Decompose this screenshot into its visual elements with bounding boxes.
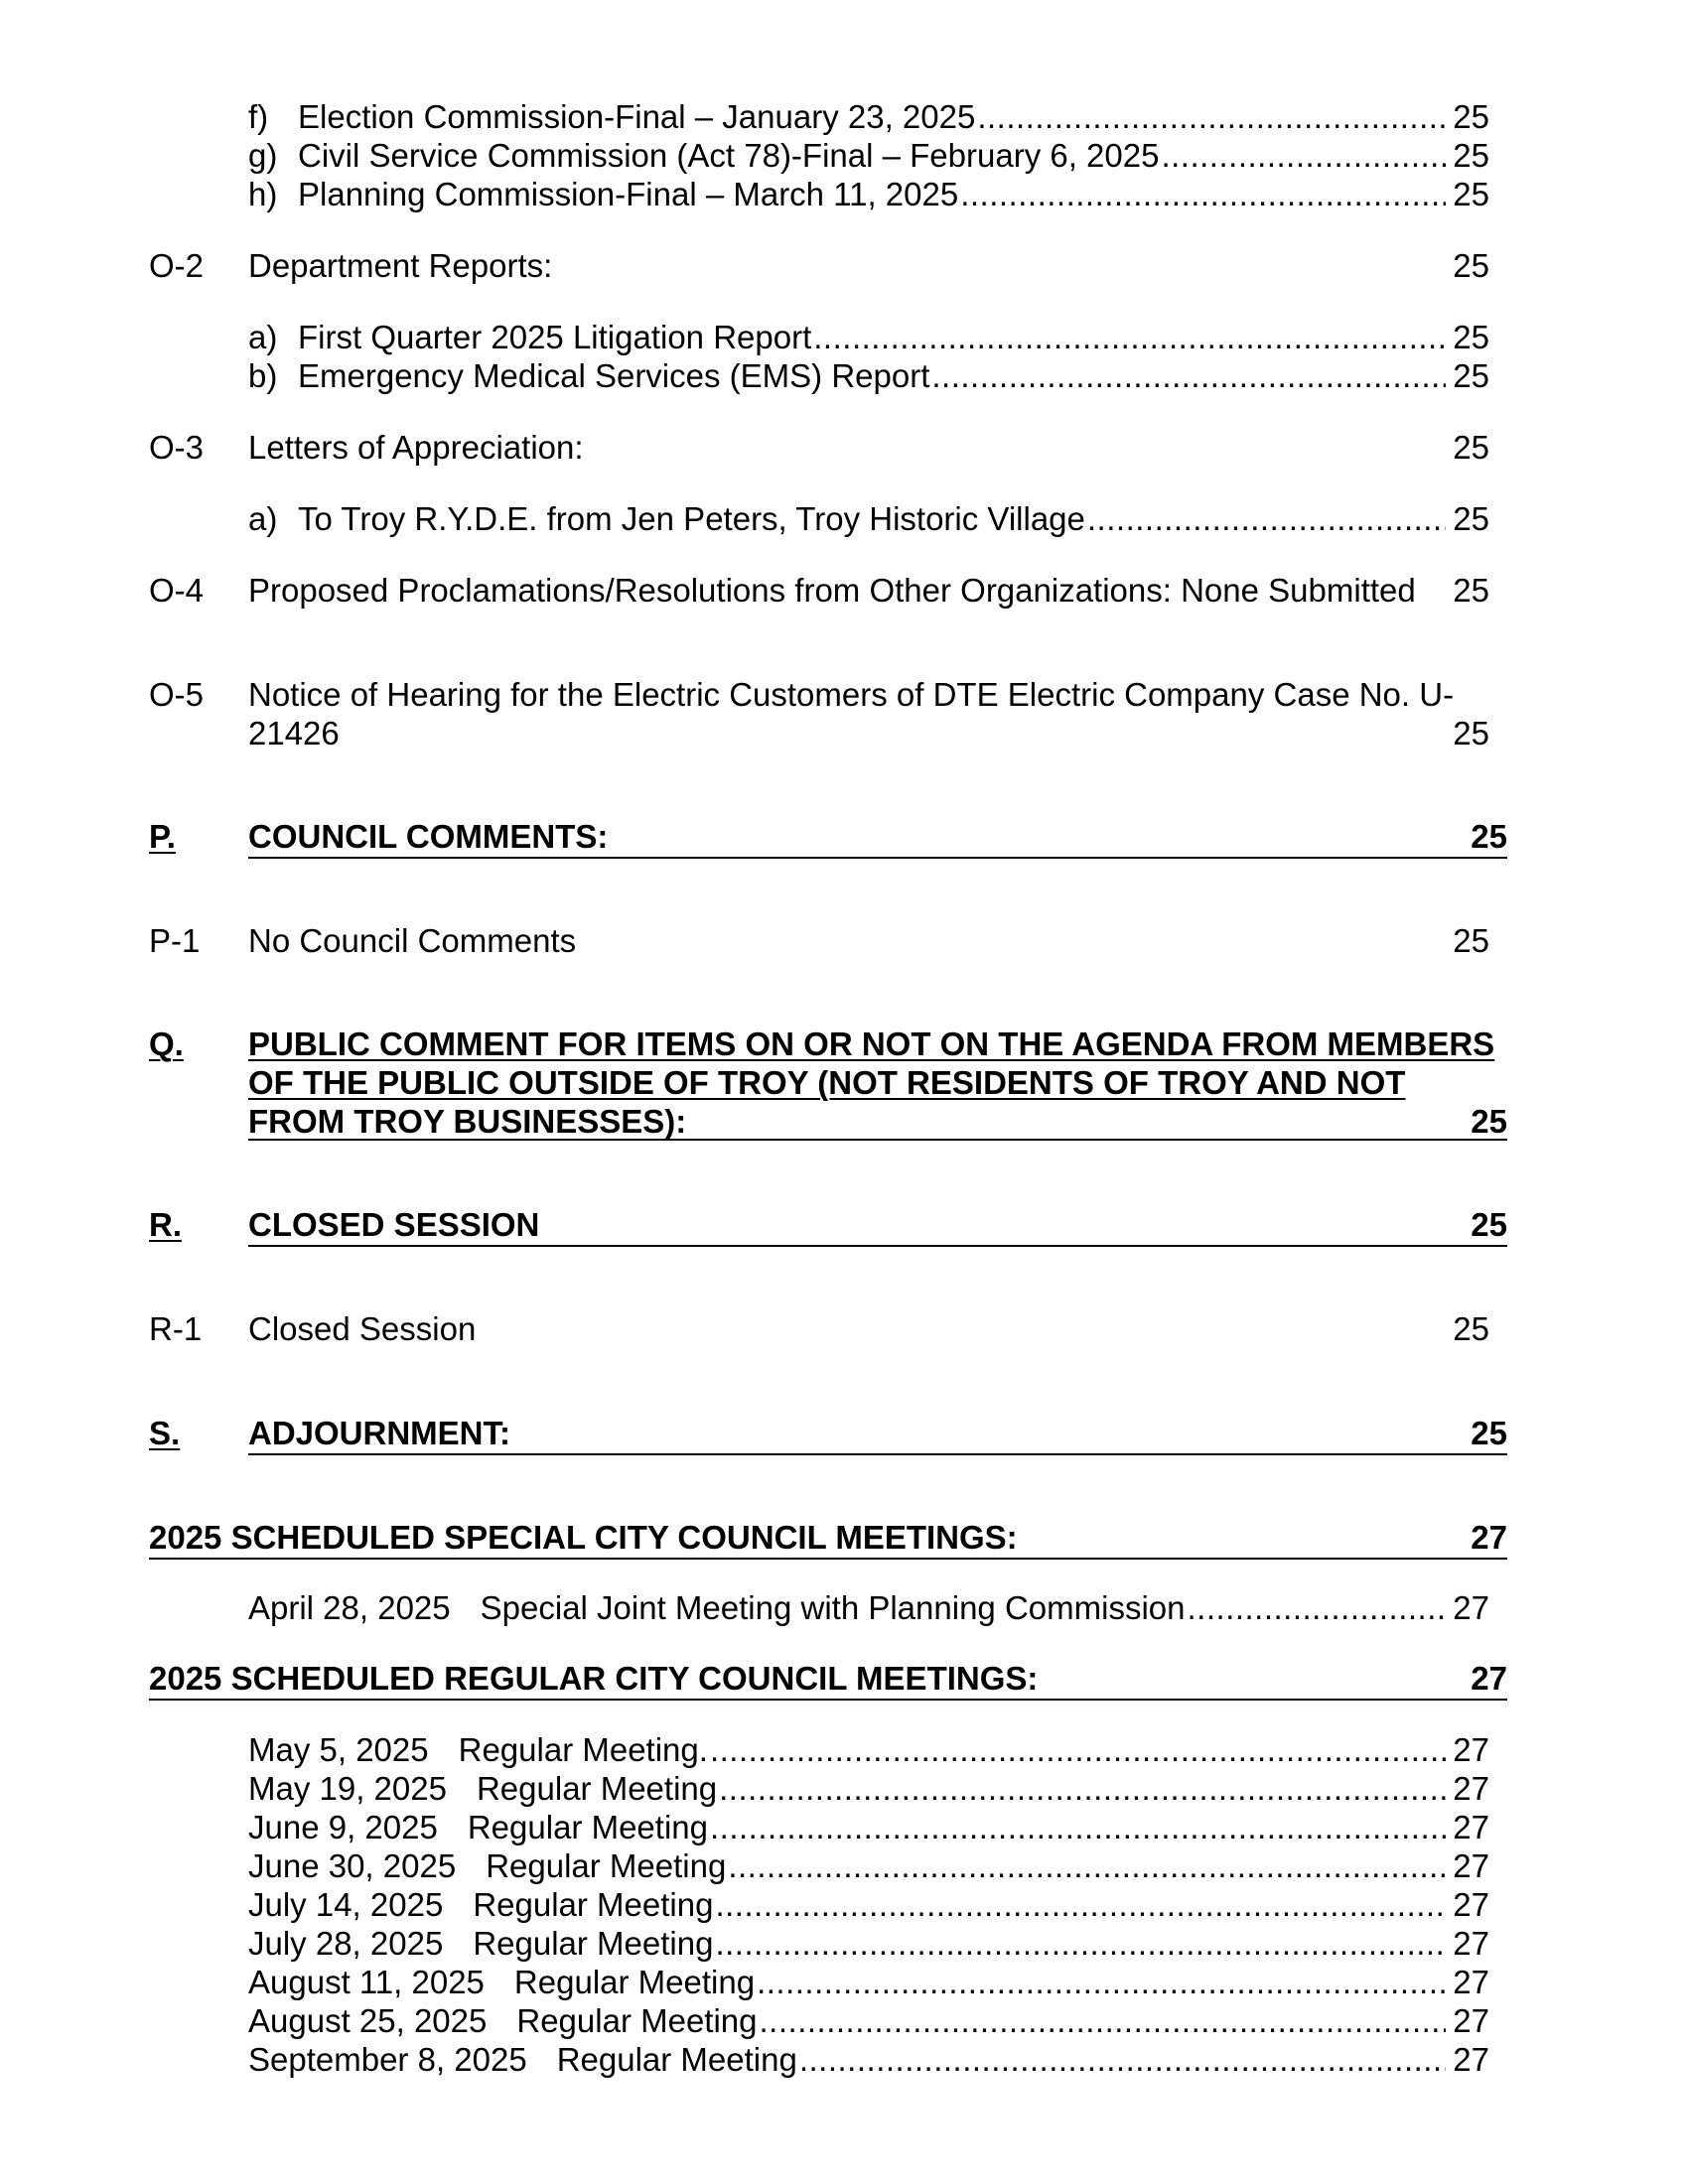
meeting-text: Regular Meeting xyxy=(476,1770,718,1807)
section-letter-r: R. xyxy=(149,1206,182,1243)
toc-text: Civil Service Commission (Act 78)-Final – February 6, 2025 xyxy=(298,137,1160,174)
regular-meetings-heading[interactable] xyxy=(149,1659,1507,1701)
dot-leader xyxy=(710,1730,1446,1770)
item-title-o5-line2[interactable]: 21426 xyxy=(248,715,340,751)
toc-entry-o1-f[interactable] xyxy=(248,97,1489,137)
item-page-p1: 25 xyxy=(1453,922,1489,959)
toc-page: 27 xyxy=(1453,2041,1489,2078)
item-page-o5: 25 xyxy=(1453,715,1489,751)
section-title: CLOSED SESSION xyxy=(248,1206,540,1243)
toc-page: 25 xyxy=(1453,137,1489,174)
toc-page: 27 xyxy=(1453,1964,1489,2000)
toc-page: 27 xyxy=(1453,1589,1489,1626)
item-page-r1: 25 xyxy=(1453,1310,1489,1347)
section-letter-p: P. xyxy=(149,818,176,855)
dot-leader xyxy=(757,1963,1446,2002)
dot-leader xyxy=(977,97,1446,137)
toc-text: Election Commission-Final – January 23, 2025 xyxy=(298,98,976,135)
item-number-r1: R-1 xyxy=(149,1310,203,1347)
meeting-text: Regular Meeting xyxy=(486,1847,727,1884)
dot-leader xyxy=(813,318,1446,357)
toc-entry-o3-a[interactable] xyxy=(248,499,1489,539)
item-number-p1: P-1 xyxy=(149,922,201,959)
section-letter-s: S. xyxy=(149,1415,181,1451)
item-page-o2: 25 xyxy=(1453,247,1489,284)
meeting-text: Regular Meeting xyxy=(513,1964,756,2000)
section-page: 25 xyxy=(1471,818,1507,855)
toc-letter: h) xyxy=(248,176,278,212)
toc-entry-o1-g[interactable] xyxy=(248,136,1489,176)
dot-leader xyxy=(760,2001,1446,2041)
toc-entry-regular-meeting[interactable] xyxy=(248,2040,1489,2080)
toc-page: 25 xyxy=(1453,98,1489,135)
toc-letter: b) xyxy=(248,357,278,394)
toc-letter: f) xyxy=(248,98,269,135)
toc-entry-regular-meeting[interactable] xyxy=(248,1924,1489,1964)
regular-meetings-title: 2025 SCHEDULED REGULAR CITY COUNCIL MEETINGS: xyxy=(149,1660,1039,1697)
dot-leader xyxy=(1161,136,1446,176)
toc-letter: a) xyxy=(248,500,278,537)
section-page: 25 xyxy=(1471,1103,1507,1140)
dot-leader xyxy=(715,1924,1446,1964)
toc-page: 27 xyxy=(1453,1847,1489,1884)
toc-entry-special-meeting[interactable] xyxy=(248,1588,1489,1628)
meeting-text: Special Joint Meeting with Planning Commission xyxy=(480,1589,1186,1626)
meeting-date: July 14, 2025 xyxy=(248,1886,444,1923)
special-meetings-heading[interactable] xyxy=(149,1518,1507,1560)
meeting-text: Regular Meeting xyxy=(473,1886,714,1923)
toc-entry-o2-b[interactable] xyxy=(248,356,1489,396)
toc-entry-regular-meeting[interactable] xyxy=(248,1769,1489,1809)
meeting-date: August 25, 2025 xyxy=(248,2002,488,2039)
meeting-date: September 8, 2025 xyxy=(248,2041,527,2078)
special-meetings-title: 2025 SCHEDULED SPECIAL CITY COUNCIL MEETINGS: xyxy=(149,1519,1018,1556)
meeting-date: May 5, 2025 xyxy=(248,1731,429,1768)
item-number-o3: O-3 xyxy=(149,429,205,466)
section-title: ADJOURNMENT: xyxy=(248,1415,510,1451)
toc-entry-regular-meeting[interactable] xyxy=(248,2001,1489,2041)
toc-page: 25 xyxy=(1453,176,1489,212)
toc-text: First Quarter 2025 Litigation Report xyxy=(298,319,812,355)
item-title-r1[interactable]: Closed Session xyxy=(248,1310,477,1347)
meeting-date: May 19, 2025 xyxy=(248,1770,447,1807)
item-title-o4[interactable]: Proposed Proclamations/Resolutions from Other Organizations: None Submitted xyxy=(248,572,1416,609)
toc-page: 25 xyxy=(1453,500,1489,537)
section-title-line3: FROM TROY BUSINESSES): xyxy=(248,1103,687,1140)
special-meetings-page: 27 xyxy=(1471,1519,1507,1556)
item-number-o4: O-4 xyxy=(149,572,205,609)
toc-entry-regular-meeting[interactable] xyxy=(248,1730,1489,1770)
meeting-text: Regular Meeting xyxy=(473,1925,714,1962)
toc-text: Planning Commission-Final – March 11, 2025 xyxy=(298,176,959,212)
meeting-text: Regular Meeting. xyxy=(458,1731,708,1768)
toc-page: 27 xyxy=(1453,1925,1489,1962)
toc-entry-regular-meeting[interactable] xyxy=(248,1846,1489,1886)
toc-page: 27 xyxy=(1453,2002,1489,2039)
toc-page: 25 xyxy=(1453,319,1489,355)
section-page: 25 xyxy=(1471,1415,1507,1451)
section-heading-s[interactable] xyxy=(248,1414,1507,1455)
meeting-date: April 28, 2025 xyxy=(248,1589,451,1626)
meeting-text: Regular Meeting xyxy=(516,2002,758,2039)
section-heading-r[interactable] xyxy=(248,1205,1507,1247)
item-number-o5: O-5 xyxy=(149,676,205,713)
section-title-line2: OF THE PUBLIC OUTSIDE OF TROY (NOT RESIDENTS OF TROY AND NOT xyxy=(248,1064,1406,1101)
section-title: COUNCIL COMMENTS: xyxy=(248,818,609,855)
item-title-p1[interactable]: No Council Comments xyxy=(248,922,577,959)
dot-leader xyxy=(715,1885,1446,1925)
toc-entry-regular-meeting[interactable] xyxy=(248,1885,1489,1925)
meeting-date: June 9, 2025 xyxy=(248,1809,438,1845)
toc-text: Emergency Medical Services (EMS) Report xyxy=(298,357,930,394)
meeting-date: July 28, 2025 xyxy=(248,1925,444,1962)
toc-page: 27 xyxy=(1453,1770,1489,1807)
meeting-text: Regular Meeting xyxy=(556,2041,797,2078)
toc-entry-regular-meeting[interactable] xyxy=(248,1808,1489,1847)
toc-page: 27 xyxy=(1453,1731,1489,1768)
section-page: 25 xyxy=(1471,1206,1507,1243)
item-number-o2: O-2 xyxy=(149,247,205,284)
section-heading-p[interactable] xyxy=(248,817,1507,859)
meeting-date: June 30, 2025 xyxy=(248,1847,457,1884)
section-letter-q: Q. xyxy=(149,1025,184,1062)
toc-page: 27 xyxy=(1453,1886,1489,1923)
toc-page: 25 xyxy=(1453,357,1489,394)
toc-entry-o1-h[interactable] xyxy=(248,175,1489,214)
toc-page: 27 xyxy=(1453,1809,1489,1845)
dot-leader xyxy=(1187,1588,1446,1628)
dot-leader xyxy=(710,1808,1446,1847)
dot-leader xyxy=(719,1769,1446,1809)
item-title-o5-line1[interactable]: Notice of Hearing for the Electric Customers of DTE Electric Company Case No. U- xyxy=(248,676,1455,713)
section-title-line1: PUBLIC COMMENT FOR ITEMS ON OR NOT ON THE AGENDA FROM MEMBERS xyxy=(248,1025,1495,1062)
toc-entry-o2-a[interactable] xyxy=(248,318,1489,357)
item-page-o4: 25 xyxy=(1453,572,1489,609)
toc-text: To Troy R.Y.D.E. from Jen Peters, Troy Historic Village xyxy=(298,500,1085,537)
dot-leader xyxy=(728,1846,1446,1886)
item-title-o2[interactable]: Department Reports: xyxy=(248,247,553,284)
toc-letter: a) xyxy=(248,319,278,355)
toc-entry-regular-meeting[interactable] xyxy=(248,1963,1489,2002)
dot-leader xyxy=(931,356,1446,396)
dot-leader xyxy=(1087,499,1446,539)
regular-meetings-page: 27 xyxy=(1471,1660,1507,1697)
item-page-o3: 25 xyxy=(1453,429,1489,466)
meeting-text: Regular Meeting xyxy=(467,1809,708,1845)
section-heading-q[interactable] xyxy=(248,1024,1507,1141)
meeting-date: August 11, 2025 xyxy=(248,1964,485,2000)
dot-leader xyxy=(799,2040,1446,2080)
dot-leader xyxy=(960,175,1446,214)
item-title-o3[interactable]: Letters of Appreciation: xyxy=(248,429,584,466)
toc-letter: g) xyxy=(248,137,278,174)
